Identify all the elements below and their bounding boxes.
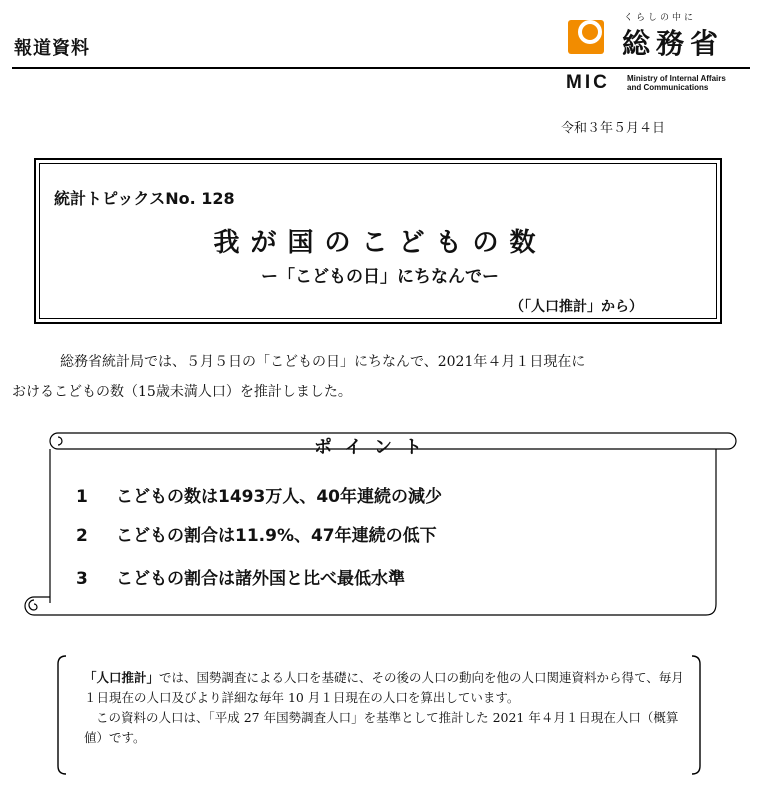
point-text: こどもの数は1493万人、40年連続の減少 xyxy=(116,487,442,507)
intro-line-1: 総務省統計局では、５月５日の「こどもの日」にちなんで、2021年４月１日現在に xyxy=(60,354,586,370)
point-number: 2 xyxy=(76,526,88,546)
point-number: 1 xyxy=(76,487,88,507)
logo-tagline: くらしの中に xyxy=(624,13,697,23)
note-term: 「人口推計」 xyxy=(84,670,160,685)
logo-ministry-name: 総務省 xyxy=(622,27,725,60)
page-subtitle: ー「こどもの日」にちなんでー xyxy=(261,267,499,287)
point-item-1 xyxy=(76,482,442,507)
press-release-label: 報道資料 xyxy=(14,38,90,59)
point-item-2 xyxy=(76,521,437,546)
point-text: こどもの割合は11.9%、47年連続の低下 xyxy=(116,526,437,546)
point-text: こどもの割合は諸外国と比べ最低水準 xyxy=(116,569,405,589)
point-number: 3 xyxy=(76,569,88,589)
topic-number: 統計トピックスNo. 128 xyxy=(54,189,235,208)
note-paragraph-2: この資料の人口は、「平成 27 年国勢調査人口」を基準として推計した 2021 年４月１日現在人口（概算値）です。 xyxy=(84,710,679,745)
mic-logo-icon xyxy=(568,16,608,56)
point-item-3 xyxy=(76,564,405,589)
points-heading: ポイント xyxy=(314,437,434,458)
note-text xyxy=(84,668,694,748)
ministry-english-name xyxy=(627,74,726,92)
page-title: 我が国のこどもの数 xyxy=(213,228,547,258)
release-date: 令和３年５月４日 xyxy=(561,121,666,136)
ministry-english-line2: and Communications xyxy=(627,83,709,92)
ministry-english-line1: Ministry of Internal Affairs xyxy=(627,74,726,83)
header-rule xyxy=(12,67,750,69)
data-source-label: （「人口推計」から） xyxy=(510,299,643,315)
note-paragraph-1 xyxy=(84,668,694,708)
intro-paragraph xyxy=(12,347,726,407)
mic-acronym: MIC xyxy=(566,72,610,93)
intro-line-2: おけるこどもの数（15歳未満人口）を推計しました。 xyxy=(12,384,352,400)
note-paragraph-1-rest: では、国勢調査による人口を基礎に、その後の人口の動向を他の人口関連資料から得て、毎月１日現在の人口及びより詳細な毎年 10 月１日現在の人口を算出しています。 xyxy=(84,670,684,705)
